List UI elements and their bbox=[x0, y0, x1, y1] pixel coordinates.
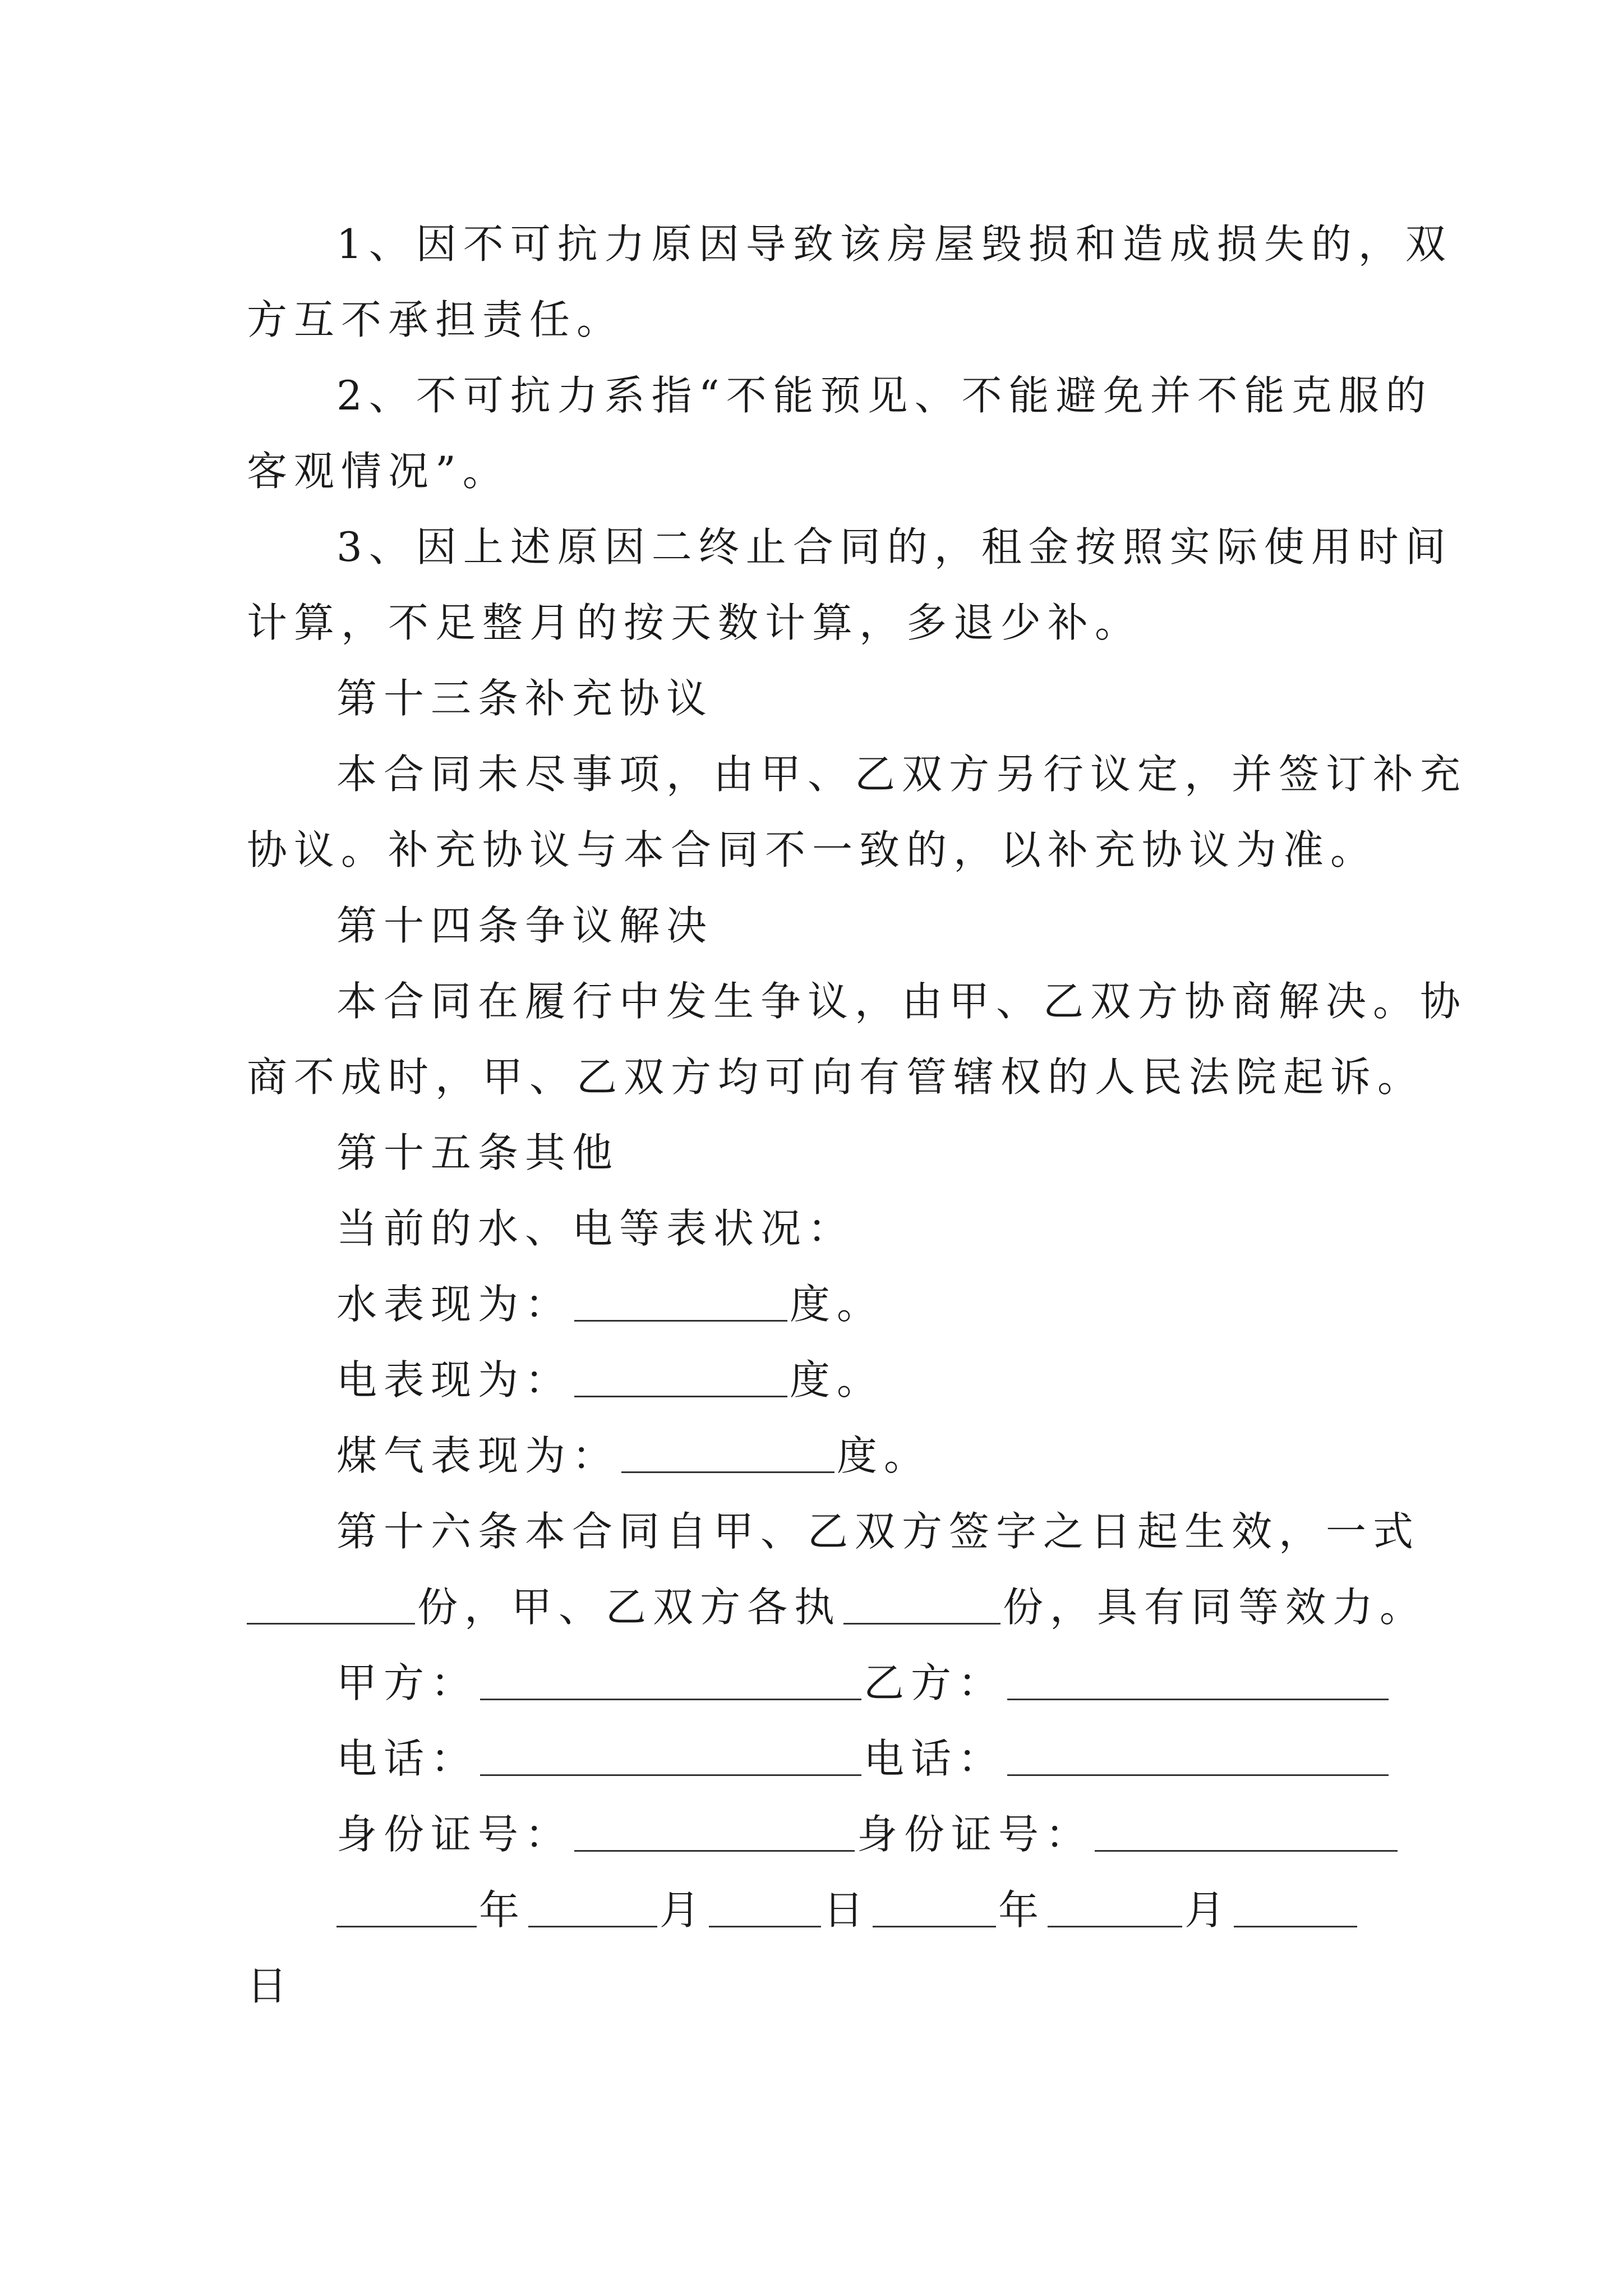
phone-b-label: 电话： bbox=[864, 1735, 1006, 1782]
id-line bbox=[336, 1806, 1380, 1862]
article-16-line-1: 第十六条本合同自甲、乙双方签字之日起生效，一式 bbox=[336, 1508, 1421, 1555]
clause-2-line-2: 客观情况”。 bbox=[247, 448, 510, 495]
clause-1-line-2: 方互不承担责任。 bbox=[247, 296, 624, 343]
year-b-label: 年 bbox=[998, 1887, 1046, 1934]
year-b-blank[interactable] bbox=[873, 1882, 996, 1927]
electric-meter-blank[interactable] bbox=[574, 1352, 787, 1397]
clause-3-line-1: 3、因上述原因二终止合同的，租金按照实际使用时间 bbox=[336, 523, 1453, 570]
water-meter-label: 水表现为： bbox=[336, 1281, 573, 1328]
day-b-blank[interactable] bbox=[1234, 1882, 1357, 1927]
gas-meter-blank[interactable] bbox=[621, 1428, 834, 1473]
day-a-blank[interactable] bbox=[709, 1882, 821, 1927]
party-b-blank[interactable] bbox=[1007, 1655, 1389, 1700]
article-16-end-text: 份，具有同等效力。 bbox=[1003, 1584, 1427, 1631]
article-13-line-1: 本合同未尽事项，由甲、乙双方另行议定，并签订补充 bbox=[336, 751, 1468, 798]
year-a-blank[interactable] bbox=[336, 1882, 477, 1927]
month-b-blank[interactable] bbox=[1048, 1882, 1182, 1927]
electric-meter-label: 电表现为： bbox=[336, 1356, 573, 1404]
date-line bbox=[336, 1882, 1380, 1938]
party-a-blank[interactable] bbox=[480, 1655, 861, 1700]
id-b-label: 身份证号： bbox=[857, 1811, 1093, 1858]
gas-meter-label: 煤气表现为： bbox=[336, 1432, 620, 1479]
water-meter-unit: 度。 bbox=[790, 1281, 884, 1328]
each-copies-blank[interactable] bbox=[843, 1579, 1000, 1625]
phone-a-label: 电话： bbox=[336, 1735, 478, 1782]
article-14-title: 第十四条争议解决 bbox=[336, 902, 714, 949]
phone-a-blank[interactable] bbox=[480, 1731, 861, 1776]
article-14-line-1: 本合同在履行中发生争议，由甲、乙双方协商解决。协 bbox=[336, 978, 1468, 1025]
article-13-line-2: 协议。补充协议与本合同不一致的，以补充协议为准。 bbox=[247, 826, 1378, 873]
water-meter-line bbox=[336, 1276, 1380, 1332]
total-copies-blank[interactable] bbox=[247, 1579, 415, 1625]
water-meter-blank[interactable] bbox=[574, 1276, 787, 1322]
clause-2-line-1: 2、不可抗力系指“不能预见、不能避免并不能克服的 bbox=[336, 372, 1433, 419]
article-16-line-2 bbox=[247, 1579, 1427, 1635]
electric-meter-unit: 度。 bbox=[790, 1356, 884, 1404]
phone-b-blank[interactable] bbox=[1007, 1731, 1389, 1776]
party-a-label: 甲方： bbox=[336, 1659, 478, 1706]
clause-1-line-1: 1、因不可抗力原因导致该房屋毁损和造成损失的，双 bbox=[336, 220, 1453, 268]
article-16-copies-text: 份，甲、乙双方各执 bbox=[417, 1584, 842, 1631]
month-a-label: 月 bbox=[660, 1887, 707, 1934]
article-14-line-2: 商不成时，甲、乙双方均可向有管辖权的人民法院起诉。 bbox=[247, 1053, 1425, 1101]
meters-intro: 当前的水、电等表状况： bbox=[336, 1205, 855, 1252]
party-b-label: 乙方： bbox=[864, 1659, 1006, 1706]
month-a-blank[interactable] bbox=[528, 1882, 657, 1927]
date-line-continuation: 日 bbox=[247, 1962, 294, 2009]
day-a-label: 日 bbox=[823, 1887, 871, 1934]
party-line bbox=[336, 1655, 1380, 1711]
gas-meter-line bbox=[336, 1428, 1380, 1484]
id-a-label: 身份证号： bbox=[336, 1811, 573, 1858]
clause-3-line-2: 计算，不足整月的按天数计算，多退少补。 bbox=[247, 599, 1142, 646]
phone-line bbox=[336, 1731, 1380, 1787]
id-a-blank[interactable] bbox=[574, 1806, 855, 1852]
article-13-title: 第十三条补充协议 bbox=[336, 675, 714, 722]
electric-meter-line bbox=[336, 1352, 1380, 1408]
month-b-label: 月 bbox=[1184, 1887, 1232, 1934]
gas-meter-unit: 度。 bbox=[837, 1432, 932, 1479]
article-15-title: 第十五条其他 bbox=[336, 1129, 620, 1176]
id-b-blank[interactable] bbox=[1095, 1806, 1398, 1852]
year-a-label: 年 bbox=[479, 1887, 527, 1934]
